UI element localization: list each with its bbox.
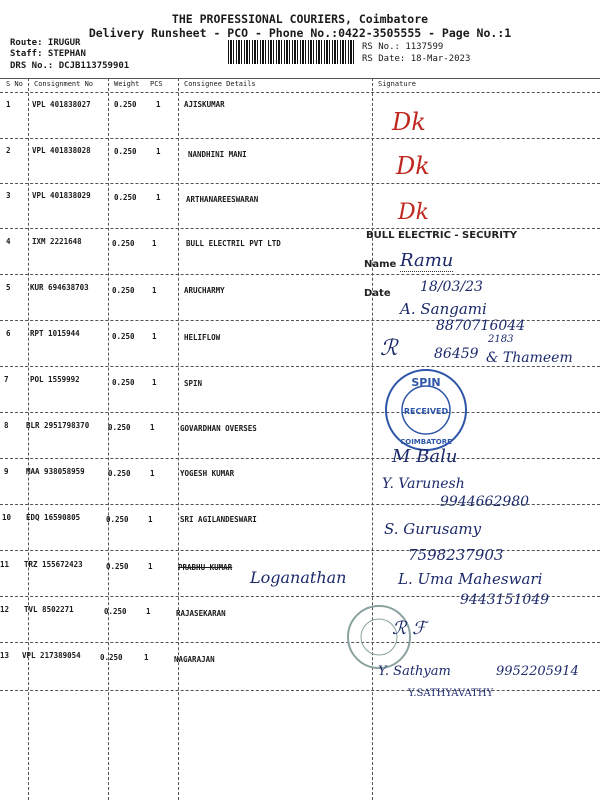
signature-row-9-name: Y. Varunesh <box>382 476 465 492</box>
signature-row-10-phone: 7598237903 <box>408 546 504 564</box>
signature-row-11-phone: 9443151049 <box>460 592 550 608</box>
row-weight: 0.250 <box>112 239 135 248</box>
signature-row-13-name: Y. Sathyam <box>378 664 451 679</box>
row-consignment: POL 1559992 <box>30 375 80 384</box>
row-consignee: ARTHANAREESWARAN <box>186 195 259 204</box>
signature-row-5-name: A. Sangami <box>400 300 487 318</box>
row-weight: 0.250 <box>108 469 131 478</box>
row-consignment: EDQ 16590805 <box>26 513 81 522</box>
row-sno: 1 <box>6 100 11 109</box>
stamp-received-text: RECEIVED <box>403 407 449 416</box>
row-consignment: RPT 1015944 <box>30 329 80 338</box>
row-consignment: VPL 401838029 <box>32 191 91 200</box>
row-consignment: VPL 217389054 <box>22 651 81 660</box>
row-consignment: IXM 2221648 <box>32 237 82 246</box>
col-header-weight: Weight <box>114 80 140 88</box>
stamp-name-label: Name <box>364 259 397 270</box>
row-sno: 8 <box>4 421 9 430</box>
row-consignee: RAJASEKARAN <box>176 609 226 618</box>
row-weight: 0.250 <box>106 562 129 571</box>
row-divider <box>0 183 600 184</box>
row-divider <box>0 228 600 229</box>
row-pcs: 1 <box>152 378 157 387</box>
row-sno: 11 <box>0 560 10 569</box>
header-bottom-rule <box>0 92 600 93</box>
row-consignee: SRI AGILANDESWARI <box>180 515 257 524</box>
row-pcs: 1 <box>150 469 155 478</box>
signature-row-11-name: L. Uma Maheswari <box>398 570 543 588</box>
drs-number: DRS No.: DCJB113759901 <box>10 61 130 71</box>
row-pcs: 1 <box>148 515 153 524</box>
col-header-consignment: Consignment No <box>34 80 94 88</box>
signature-row-6-phone: 86459 <box>434 346 479 362</box>
header-top-rule <box>0 78 600 79</box>
signature-row-4-date: 18/03/23 <box>420 279 483 295</box>
signature-row-8: M Balu <box>392 446 458 467</box>
row-consignee: NANDHINI MANI <box>188 150 247 159</box>
row-weight: 0.250 <box>114 147 137 156</box>
row-consignment: VPL 401838027 <box>32 100 91 109</box>
row-weight: 0.250 <box>114 100 137 109</box>
row-divider <box>0 550 600 551</box>
row-pcs: 1 <box>156 147 161 156</box>
row-weight: 0.250 <box>104 607 127 616</box>
row-pcs: 1 <box>148 562 153 571</box>
row-consignee: YOGESH KUMAR <box>180 469 235 478</box>
row-sno: 9 <box>4 467 9 476</box>
row-consignee: ARUCHARMY <box>184 286 225 295</box>
row-consignee: BULL ELECTRIL PVT LTD <box>186 239 281 248</box>
row-sno: 2 <box>6 146 11 155</box>
row-consignment: BLR 2951798370 <box>26 421 90 430</box>
signature-row-5-phone: 8870716044 <box>436 318 526 334</box>
row-divider <box>0 412 600 413</box>
col-header-pcs: PCS <box>150 80 163 88</box>
row-pcs: 1 <box>144 653 149 662</box>
row-sno: 3 <box>6 191 11 200</box>
row-pcs: 1 <box>156 193 161 202</box>
row-sno: 7 <box>4 375 9 384</box>
company-stamp: BULL ELECTRIC - SECURITY <box>366 230 518 241</box>
signature-row-12: ℛ ℱ <box>392 618 427 639</box>
company-title: THE PROFESSIONAL COURIERS, Coimbatore <box>171 12 429 26</box>
signature-row-6-name: & Thameem <box>486 350 573 366</box>
col-header-consignee: Consignee Details <box>184 80 256 88</box>
row-divider <box>0 458 600 459</box>
signature-row-9-phone: 9944662980 <box>440 494 530 510</box>
row-weight: 0.250 <box>112 332 135 341</box>
col-divider <box>108 78 109 800</box>
signature-row-13-print: Y.SATHYAVATHY <box>408 688 494 699</box>
row-consignment: TRZ 155672423 <box>24 560 83 569</box>
signature-row-6-num: 2183 <box>488 334 514 345</box>
row-pcs: 1 <box>150 423 155 432</box>
row-weight: 0.250 <box>114 193 137 202</box>
staff: Staff: STEPHAN <box>10 49 86 59</box>
row-pcs: 1 <box>152 286 157 295</box>
row-divider <box>0 274 600 275</box>
barcode <box>228 40 356 64</box>
row-consignee: HELIFLOW <box>184 333 221 342</box>
row-sno: 6 <box>6 329 11 338</box>
row-weight: 0.250 <box>100 653 123 662</box>
row-divider <box>0 366 600 367</box>
rs-date: RS Date: 18-Mar-2023 <box>362 54 471 64</box>
route: Route: IRUGUR <box>10 38 81 48</box>
signature-row-10-name: S. Gurusamy <box>384 520 482 538</box>
row-pcs: 1 <box>152 332 157 341</box>
row-sno: 10 <box>2 513 12 522</box>
signature-row-11-note: Loganathan <box>250 568 347 587</box>
row-divider <box>0 690 600 691</box>
rs-number: RS No.: 1137599 <box>362 42 444 52</box>
spin-received-stamp <box>384 368 468 452</box>
row-consignee: GOVARDHAN OVERSES <box>180 424 257 433</box>
row-divider <box>0 642 600 643</box>
row-consignee: AJISKUMAR <box>184 100 225 109</box>
signature-row-2: Dk <box>396 152 430 180</box>
row-pcs: 1 <box>156 100 161 109</box>
row-divider <box>0 138 600 139</box>
signature-row-13-phone: 9952205914 <box>496 664 579 679</box>
row-sno: 12 <box>0 605 10 614</box>
row-consignment: TVL 8502271 <box>24 605 74 614</box>
stamp-spin-text: SPIN <box>411 376 441 389</box>
row-weight: 0.250 <box>106 515 129 524</box>
row-weight: 0.250 <box>112 378 135 387</box>
row-consignment: KUR 694638703 <box>30 283 89 292</box>
row-consignment: VPL 401838028 <box>32 146 91 155</box>
stamp-date-label: Date <box>364 288 391 299</box>
row-pcs: 1 <box>146 607 151 616</box>
col-header-sno: S No <box>6 80 23 88</box>
row-sno: 4 <box>6 237 11 246</box>
row-consignee: NAGARAJAN <box>174 655 215 664</box>
row-consignee: SPIN <box>184 379 203 388</box>
row-weight: 0.250 <box>112 286 135 295</box>
col-divider <box>372 78 373 800</box>
signature-row-6: ℛ <box>380 336 398 361</box>
runsheet-subtitle: Delivery Runsheet - PCO - Phone No.:0422-3505555 - Page No.:1 <box>88 26 512 40</box>
row-sno: 5 <box>6 283 11 292</box>
col-header-signature: Signature <box>378 80 416 88</box>
stamp-city-text: COIMBATORE <box>400 438 452 446</box>
col-divider <box>178 78 179 800</box>
row-sno: 13 <box>0 651 10 660</box>
signature-row-3: Dk <box>398 200 429 225</box>
row-weight: 0.250 <box>108 423 131 432</box>
signature-row-1: Dk <box>392 108 426 136</box>
row-pcs: 1 <box>152 239 157 248</box>
col-divider <box>28 78 29 800</box>
signature-row-4-name: Ramu <box>400 250 454 271</box>
row-consignment: MAA 938058959 <box>26 467 85 476</box>
row-consignee: PRABHU KUMAR <box>178 563 233 572</box>
